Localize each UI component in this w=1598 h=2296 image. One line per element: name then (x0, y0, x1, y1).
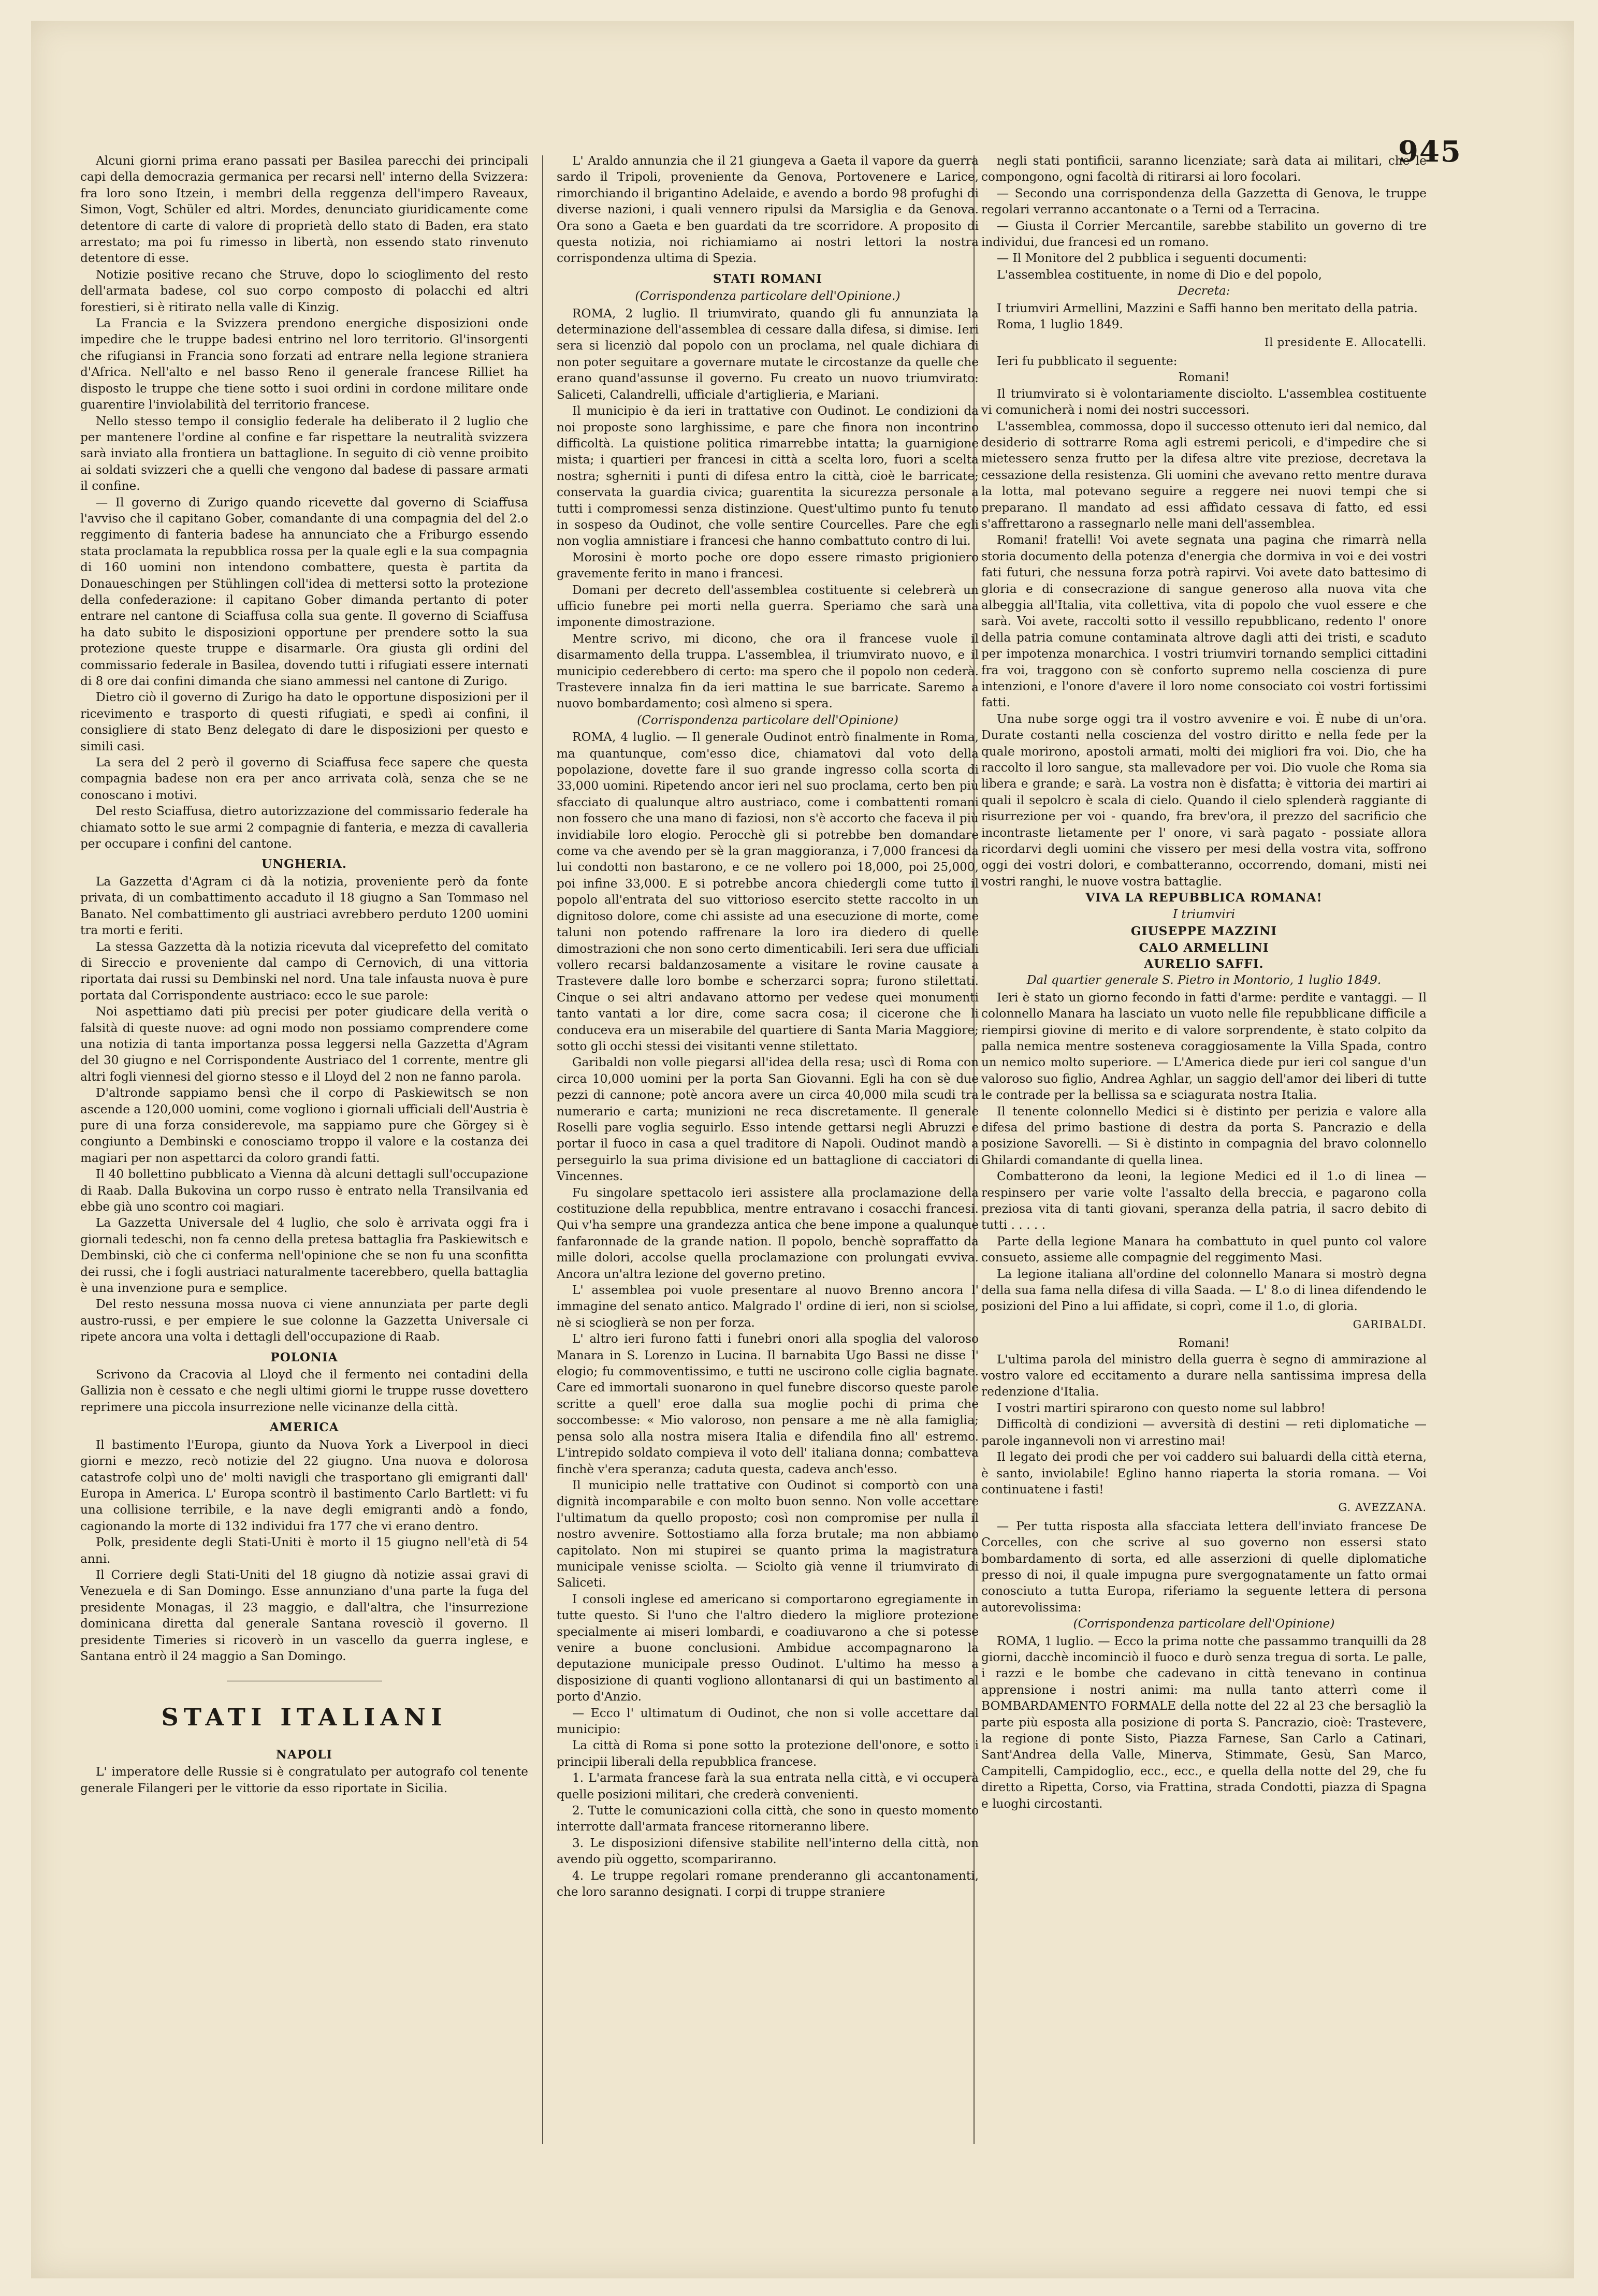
divider (227, 1680, 382, 1681)
paragraph: Parte della legione Manara ha combattuto in quel punto col valore consueto, assieme alle compagnie del reggimento Masi. (981, 1234, 1427, 1265)
paragraph: negli stati pontificii, saranno licenziate; sarà data ai militari, che le compongono, ogni facoltà di ritirarsi ai loro focolari. (981, 154, 1427, 184)
paragraph: I triumviri Armellini, Mazzini e Saffi hanno ben meritato della patria. (997, 301, 1418, 315)
column-1 (80, 153, 528, 2198)
paragraph: Dietro ciò il governo di Zurigo ha dato le opportune disposizioni per il ricevimento e trasporto di questi rifugiati, e spedì ai confini, il consigliere di stato Benz delegato di dare le disposizioni per questo e simili casi. (80, 690, 528, 753)
paragraph: — Giusta il Corrier Mercantile, sarebbe stabilito un governo di tre individui, due francesi ed un romano. (981, 219, 1427, 250)
paragraph: Nello stesso tempo il consiglio federale ha deliberato il 2 luglio che per mantenere l'ordine al confine e far rispettare la neutralità svizzera sarà inviato alla frontiera un battaglione. In seguito di ciò venne proibito ai soldati svizzeri che a quelli che vengono dal badese di passare armati il confine. (80, 414, 528, 493)
paragraph: D'altronde sappiamo bensì che il corpo di Paskiewitsch se non ascende a 120,000 uomini, come vogliono i giornali ufficiali dell'Austria è pure di una forza considerevole, ma sappiamo pure che Görgey si è congiunto a Dembinski e conosciamo troppo il valore e la costanza dei magiari per non aspettarci da coloro grandi fatti. (80, 1086, 528, 1165)
dateline: Dal quartier generale S. Pietro in Montorio, 1 luglio 1849. (1026, 973, 1382, 987)
paragraph: L' assemblea poi vuole presentare al nuovo Brenno ancora l' immagine del senato antico. Malgrado l' ordine di ieri, non si sciolse, nè si scioglierà se non per forza. (557, 1283, 979, 1330)
page-number: 945 (1398, 135, 1462, 169)
paragraph: La sera del 2 però il governo di Sciaffusa fece sapere che questa compagnia badese non era per anco arrivata colà, senza che se ne conoscano i motivi. (80, 755, 528, 802)
column-rule (542, 155, 543, 2144)
paragraph: L' Araldo annunzia che il 21 giungeva a Gaeta il vapore da guerra sardo il Tripoli, proveniente da Genova, Portovenere e Larice, rimorchiando il brigantino Adelaide, e avendo a bordo 98 profughi di diverse nazioni, i quali vennero ripulsi da Marsiglia e da Genova. Ora sono a Gaeta e ben guardati da tre scorridore. A proposito di questa notizia, noi richiamiamo ai nostri lettori la nostra corrispondenza ultima di Spezia. (557, 154, 979, 266)
paragraph: L'ultima parola del ministro della guerra è segno di ammirazione al vostro valore ed eccitamento a durare nella santissima impresa della redenzione d'Italia. (981, 1352, 1427, 1399)
paragraph: 1. L'armata francese farà la sua entrata nella città, e vi occuperà quelle posizioni militari, che crederà convenienti. (557, 1771, 979, 1801)
signatories-heading: I triumviri (1172, 907, 1236, 921)
paragraph: La città di Roma si pone sotto la protezione dell'onore, e sotto i principii liberali della repubblica francese. (557, 1738, 979, 1769)
signatory-name: AURELIO SAFFI. (1144, 956, 1264, 971)
paragraph: Domani per decreto dell'assemblea costituente si celebrerà un ufficio funebre pei morti nella guerra. Speriamo che sarà una imponente dimostrazione. (557, 583, 979, 630)
paragraph: L' altro ieri furono fatti i funebri onori alla spoglia del valoroso Manara in S. Lorenzo in Lucina. Il barnabita Ugo Bassi ne disse l' elogio; fu commoventissimo, e tutti ne uscirono colle ciglia bagnate. Care ed immortali suonarono in quel funebre discorso queste parole scritte a quell' eroe dalla sua moglie pochi di prima che soccombesse: « Mio valoroso, non pensare a me nè alla famiglia; pensa solo alla nostra misera Italia e difendila fino all' estremo. L'intrepido soldato compieva il voto dell' italiana donna; combatteva finchè v'era speranza; caduta questa, cadeva anch'esso. (557, 1332, 979, 1476)
paragraph: Il legato dei prodi che per voi caddero sui baluardi della città eterna, è santo, inviolabile! Eglino hanno riaperta la storia romana. — Voi continuatene i fasti! (981, 1450, 1427, 1496)
paragraph: Combatterono da leoni, la legione Medici ed il 1.o di linea — respinsero per varie volte l'assalto della breccia, e pagarono colla preziosa vita di tanti giovani, speranza della patria, il sacro debito di tutti . . . . . (981, 1169, 1427, 1232)
paragraph: I vostri martiri spirarono con questo nome sul labbro! (997, 1401, 1326, 1415)
newspaper-page (31, 21, 1574, 2278)
signatory-name: CALO ARMELLINI (1139, 940, 1269, 955)
section-heading-ungheria: UNGHERIA. (262, 857, 347, 871)
paragraph: Garibaldi non volle piegarsi all'idea della resa; uscì di Roma con circa 10,000 uomini per la porta San Giovanni. Egli ha con sè due pezzi di cannone; potè ancora avere un circa 40,000 mila scudi tra numerario e carta; munizioni ne reca discretamente. Il generale Roselli pare voglia seguirlo. Esso intende gettarsi negli Abruzzi e portar il fuoco in casa a quel traditore di Napoli. Oudinot mandò a perseguirlo la sua prima divisione ed un battaglione di cacciatori di Vincennes. (557, 1055, 979, 1184)
paragraph: Ieri fu pubblicato il seguente: (997, 354, 1178, 368)
paragraph: Il tenente colonnello Medici si è distinto per perizia e valore alla difesa del primo bastione di destra da porta S. Pancrazio e della posizione Savorelli. — Si è distinto in compagnia del bravo colonnello Ghilardi comandante di quella linea. (981, 1104, 1427, 1167)
paragraph: Difficoltà di condizioni — avversità di destini — reti diplomatiche — parole ingannevoli non vi arrestino mai! (981, 1417, 1427, 1448)
signature: Il presidente E. Allocatelli. (1265, 336, 1427, 349)
paragraph: Il municipio nelle trattative con Oudinot si comportò con una dignità incomparabile e con molto buon senno. Non volle accettare l'ultimatum da quello proposto; così non compromise per nulla il nostro avvenire. Sottostiamo alla forza brutale; ma non abbiamo capitolato. Non mi stupirei se quanto prima la magistratura municipale venisse sciolta. — Sciolto già venne il triumvirato di Saliceti. (557, 1478, 979, 1590)
paragraph: Mentre scrivo, mi dicono, che ora il francese vuole il disarmamento della truppa. L'assemblea, il triumvirato nuovo, e il municipio cederebbero di certo: ma spero che il popolo non cederà. Trastevere innalza fin da ieri mattina le sue barricate. Saremo a nuovo bombardamento; così almeno si spera. (557, 631, 979, 711)
paragraph: — Ecco l' ultimatum di Oudinot, che non si volle accettare dal municipio: (557, 1706, 979, 1736)
correspondence-line: (Corrispondenza particolare dell'Opinione.) (635, 289, 900, 303)
paragraph: Una nube sorge oggi tra il vostro avvenire e voi. È nube di un'ora. Durate costanti nella coscienza del vostro diritto e nella fede per la quale morirono, apostoli armati, molti dei migliori fra voi. Dio, che ha raccolto il loro sangue, sta mallevadore per voi. Dio vuole che Roma sia libera e grande; e sarà. La vostra non è disfatta; è vittoria dei martiri ai quali il sepolcro è scala di cielo. Quando il cielo splenderà raggiante di risurrezione per voi - quando, fra brev'ora, il prezzo del sacrificio che incontraste lietamente per l' onore, vi sarà pagato - possiate allora ricordarvi degli uomini che vissero per mesi della vostra vita, soffrono oggi dei vostri dolori, e combatteranno, occorrendo, domani, misti nei vostri ranghi, le nuove vostra battaglie. (981, 711, 1427, 889)
paragraph: L'assemblea, commossa, dopo il successo ottenuto ieri dal nemico, dal desiderio di sottrarre Roma agli estremi pericoli, e d'impedire che si mietessero senza frutto per la difesa altre vite preziose, decretava la cessazione della resistenza. Gli uomini che avevano retto mentre durava la lotta, mal potevano seguire a reggere nei nuovi tempi che si preparano. Il mandato ad essi affidato cessava di fatto, ed essi s'affrettarono a rassegnarlo nelle mani dell'assemblea. (981, 419, 1427, 531)
paragraph: ROMA, 1 luglio. — Ecco la prima notte che passammo tranquilli da 28 giorni, dacchè incominciò il fuoco e durò senza tregua di sorta. Le palle, i razzi e le bombe che cadevano in città tenevano in continua apprensione i nostri animi: ma nulla tanto atterrì come il BOMBARDAMENTO FORMALE della notte del 22 al 23 che bersagliò la parte più esposta alla posizione di porta S. Pancrazio, cioè: Trastevere, la regione di ponte Sisto, Piazza Farnese, San Carlo a Catinari, Sant'Andrea della Valle, Minerva, Stimmate, Gesù, San Marco, Campitelli, Campidoglio, ecc., ecc., e quella della notte del 29, che fu diretto a Ripetta, Corso, via Frattina, strada Condotti, piazza di Spagna e luoghi circostanti. (981, 1634, 1427, 1811)
paragraph: Romani! fratelli! Voi avete segnata una pagina che rimarrà nella storia documento della potenza d'energia che dormiva in voi e dei vostri fati futuri, che nessuna forza potrà rapirvi. Voi avete dato battesimo di gloria e di consecrazione di sangue generoso alla nuova vita che albeggia all'Italia, vita collettiva, vita di popolo che vuol essere e che sarà. Voi avete, raccolti sotto il vessillo repubblicano, redento l' onore della patria comune contaminata altrove dagli atti dei tristi, e scaduto per impotenza monarchica. I vostri triumviri tornando semplici cittadini fra voi, traggono con sè conforto supremo nella coscienza di pure intenzioni, e l'onore d'avere il loro nome consociato coi vostri fortissimi fatti. (981, 533, 1427, 710)
paragraph: Il municipio è da ieri in trattative con Oudinot. Le condizioni da noi proposte sono larghissime, e pare che finora non incontrino difficoltà. La quistione politica rimarrebbe intatta; la guarnigione mista; i quartieri per francesi in città a scelta loro, fuori a scelta nostra; sgherniti i punti di difesa entro la città, cioè le barricate; conservata la guardia civica; guarentita la sicurezza personale a tutti i compromessi senza distinzione. Quest'ultimo punto fu tenuto in sospeso da Oudinot, che volle sentire Courcelles. Pare che egli non voglia amnistiare i francesi che hanno combattuto contro di lui. (557, 404, 979, 548)
paragraph: Noi aspettiamo dati più precisi per poter giudicare della verità o falsità di queste nuove: ad ogni modo non possiamo comprendere come una notizia di tanta importanza possa leggersi nella Gazzetta d'Agram del 30 giugno e nel Corrispondente Austriaco del 1 corrente, mentre gli altri fogli viennesi del giorno stesso e il Lloyd del 2 non ne fanno parola. (80, 1005, 528, 1084)
paragraph: Notizie positive recano che Struve, dopo lo scioglimento del resto dell'armata badese, col suo corpo composto di polacchi ed altri forestieri, si è ritirato nella valle di Kinzig. (80, 267, 528, 314)
address-line: Romani! (1178, 1336, 1230, 1350)
paragraph: Polk, presidente degli Stati-Uniti è morto il 15 giugno nell'età di 54 anni. (80, 1535, 528, 1566)
signature: G. AVEZZANA. (1338, 1501, 1427, 1514)
section-heading-polonia: POLONIA (270, 1350, 338, 1364)
paragraph: — Il Monitore del 2 pubblica i seguenti documenti: (997, 251, 1307, 266)
column-2 (557, 153, 979, 2198)
paragraph: Ieri è stato un giorno fecondo in fatti d'arme: perdite e vantaggi. — Il colonnello Manara ha lasciato un vuoto nelle file repubblicane difficile a riempirsi giovine di merito e di valore sorprendente, è stato colpito da palla nemica mentre sosteneva coraggiosamente la Villa Spada, contro un nemico molto superiore. — L'America diede pur ieri col sangue d'un valoroso suo figlio, Andrea Aghlar, un saggio dell'amor dei liberi di tutte le contrade per la bellissa sa e sciagurata nostra Italia. (981, 990, 1427, 1102)
paragraph: Il 40 bollettino pubblicato a Vienna dà alcuni dettagli sull'occupazione di Raab. Dalla Bukovina un corpo russo è entrato nella Transilvania ed ebbe già uno scontro coi magiari. (80, 1167, 528, 1214)
paragraph: I consoli inglese ed americano si comportarono egregiamente in tutte questo. Si l'uno che l'altro diedero la migliore protezione specialmente ai miseri lombardi, e coadiuvarono a che si potesse venire a buone conclusioni. Ambidue accompagnarono la deputazione municipale presso Oudinot. L'ultimo ha messo a disposizione di quanti vogliono allontanarsi di qui un bastimento al porto d'Anzio. (557, 1592, 979, 1704)
paragraph: Il Corriere degli Stati-Uniti del 18 giugno dà notizie assai gravi di Venezuela e di San Domingo. Esse annunziano d'una parte la fuga del presidente Monagas, il 23 maggio, e dall'altra, che l'insurrezione dominicana diretta dal generale Santana rovesciò il governo. Il presidente Timeries si ricoverò in un vascello da guerra inglese, e Santana entrò il 24 maggio a San Domingo. (80, 1567, 528, 1663)
paragraph: Del resto nessuna mossa nuova ci viene annunziata per parte degli austro-russi, e per empiere le sue colonne la Gazzetta Universale ci ripete ancora una volta i dettagli dell'occupazione di Raab. (80, 1297, 528, 1344)
paragraph: L' imperatore delle Russie si è congratulato per autografo col tenente generale Filangeri per le vittorie da esso riportate in Sicilia. (80, 1765, 528, 1795)
correspondence-line: (Corrispondenza particolare dell'Opinione) (1073, 1617, 1335, 1631)
section-title-stati-italiani: STATI ITALIANI (161, 1703, 447, 1732)
decree-line: Decreta: (1178, 284, 1230, 298)
paragraph: 4. Le truppe regolari romane prenderanno gli accantonamenti, che loro saranno designati. I corpi di truppe straniere (557, 1868, 979, 1899)
paragraph: Scrivono da Cracovia al Lloyd che il fermento nei contadini della Gallizia non è cessato e che negli ultimi giorni le truppe russe dovettero reprimere una piccola insurrezione nelle vicinanze della città. (80, 1368, 528, 1414)
paragraph: La Gazzetta Universale del 4 luglio, che solo è arrivata oggi fra i giornali tedeschi, non fa cenno della pretesa battaglia fra Paskiewitsch e Dembinski, ciò che ci conferma nell'opinione che se non fu una sconfitta dei russi, che i fogli austriaci naturalmente tacerebbero, quella battaglia è una invenzione pura e semplice. (80, 1216, 528, 1296)
signature: GARIBALDI. (1353, 1318, 1427, 1331)
paragraph: ROMA, 4 luglio. — Il generale Oudinot entrò finalmente in Roma, ma quantunque, com'esso dice, chiamatovi dal voto della popolazione, dovette fare il suo grande ingresso colla scorta di 33,000 uomini. Ripetendo ancor ieri nel suo proclama, certo ben più sfacciato di qualunque altro austriaco, come i combattenti romani non fossero che una mano di faziosi, non s'è accorto che faceva il più invidiabile loro elogio. Perocchè gli si potrebbe ben domandare come va che avendo per sè la gran maggioranza, i 7,000 francesi da lui condotti non bastarono, e ce ne vollero poi 18,000, poi 25,000, poi infine 33,000. E si potrebbe ancora chiedergli come tutto il popolo all'entrata del suo vittorioso esercito stette raccolto in un dignitoso dolore, come chi assiste ad una esecuzione di morte, come taluni non potendo raffrenare la loro ira diedero di quelle dimostrazioni che non sono certo dimenticabili. Ieri sera due ufficiali vollero recarsi baldanzosamente a visitare le rovine causate a Trastevere dalle loro bombe e scherzarci sopra; furono stilettati. Cinque o sei altri andavano attorno per vedese quei monumenti tanto vantati a lor dire, come sacra cosa; il cicerone che li conduceva era un miserabile del quartiere di Santa Maria Maggiore; sotto gli occhi stessi dei visitanti venne stilettato. (557, 730, 979, 1053)
paragraph: — Secondo una corrispondenza della Gazzetta di Genova, le truppe regolari verranno accantonate o a Terni od a Terracina. (981, 186, 1427, 217)
correspondence-line: (Corrispondenza particolare dell'Opinione) (637, 713, 898, 727)
paragraph: ROMA, 2 luglio. Il triumvirato, quando gli fu annunziata la determinazione dell'assemblea di cessare dalla difesa, si dimise. Ieri sera si licenziò dal popolo con un proclama, nel quale dichiara di non poter seguitare a governare mutate le circostanze da quelle che erano quand'assunse il governo. Fu creato un nuovo triumvirato: Saliceti, Calandrelli, ufficiale d'artiglieria, e Mariani. (557, 306, 979, 402)
paragraph: Fu singolare spettacolo ieri assistere alla proclamazione della costituzione della repubblica, mentre entravano i cosacchi francesi. Qui v'ha sempre una grandezza antica che bene impone a qualunque fanfaronnade de la grande nation. Il popolo, benchè sopraffatto da mille dolori, accolse quella proclamazione con prolungati evviva. Ancora un'altra lezione del governo pretino. (557, 1185, 979, 1281)
proclamation-motto: VIVA LA REPUBBLICA ROMANA! (1085, 891, 1323, 905)
address-line: Romani! (1178, 370, 1230, 385)
paragraph: Il triumvirato si è volontariamente disciolto. L'assemblea costituente vi comunicherà i nomi dei nostri successori. (981, 386, 1427, 417)
paragraph: Morosini è morto poche ore dopo essere rimasto prigioniero gravemente ferito in mano i francesi. (557, 550, 979, 581)
paragraph: — Per tutta risposta alla sfacciata lettera dell'inviato francese De Corcelles, con che scrive al suo governo non essersi stato bombardamento di sorta, ed alle asserzioni di quelle diplomatiche presso di noi, il quale impugna pure svergognatamente un fatto ormai conosciuto a tutta Europa, riferiamo la seguente lettera di persona autorevolissima: (981, 1519, 1427, 1615)
section-heading-america: AMERICA (269, 1420, 339, 1435)
column-3 (981, 153, 1427, 2198)
paragraph: 3. Le disposizioni difensive stabilite nell'interno della città, non avendo più oggetto, scompariranno. (557, 1836, 979, 1867)
paragraph: Il bastimento l'Europa, giunto da Nuova York a Liverpool in dieci giorni e mezzo, recò notizie del 22 giugno. Una nuova e dolorosa catastrofe colpì uno de' molti navigli che trasportano gli emigranti dall' Europa in America. L' Europa scontrò il bastimento Carlo Bartlett: vi fu una collisione terribile, e la nave degli emigranti andò a fondo, cagionando la morte di 132 individui fra 177 che vi erano dentro. (80, 1437, 528, 1533)
paragraph: La Gazzetta d'Agram ci dà la notizia, proveniente però da fonte privata, di un combattimento accaduto il 18 giugno a San Tommaso nel Banato. Nel combattimento gli austriaci avrebbero perduto 1200 uomini tra morti e feriti. (80, 874, 528, 938)
paragraph: — Il governo di Zurigo quando ricevette dal governo di Sciaffusa l'avviso che il capitano Gober, comandante di una compagnia del del 2.o reggimento di fanteria badese ha annunciato che a Friburgo essendo stata proclamata la repubblica rossa per la quale egli e la sua compagnia di 160 uomini non intendono combattere, questa è partita da Donaueschingen per Stühlingen coll'idea di mettersi sotto la protezione della confederazione: il capitano Gober dimanda pertanto di poter entrare nel cantone di Sciaffusa colla sua gente. Il governo di Sciaffusa ha dato subito le disposizioni opportune per prendere sotto la sua protezione queste truppe e disarmarle. Ora giusta gli ordini del commissario federale in Basilea, dovendo tutti i rifugiati essere internati di 8 ore dai confini dimanda che siano ammessi nel cantone di Zurigo. (80, 495, 528, 688)
paragraph: Alcuni giorni prima erano passati per Basilea parecchi dei principali capi della democrazia germanica per recarsi nell' interno della Svizzera: fra loro sono Itzein, i membri della reggenza dell'impero Raveaux, Simon, Vogt, Schüler ed altri. Mordes, denunciato giuridicamente come detentore di carte di valore di proprietà dello stato di Baden, era stato arrestato; ma poi fu rimesso in libertà, non essendo stato rinvenuto detentore di esse. (80, 154, 528, 266)
section-heading-napoli: NAPOLI (275, 1747, 333, 1762)
paragraph: Del resto Sciaffusa, dietro autorizzazione del commissario federale ha chiamato sotto le sue armi 2 compagnie di fanteria, e mezza di cavalleria per occupare i confini del cantone. (80, 804, 528, 851)
paragraph: La Francia e la Svizzera prendono energiche disposizioni onde impedire che le truppe badesi entrino nel loro territorio. Gl'insorgenti che rifugiansi in Francia sono forzati ad entrare nella legione straniera d'Africa. Nell'alto e nel basso Reno il generale francese Rilliet ha disposto le truppe che tiene sotto i suoi ordini in cordone militare onde guarentire l'inviolabilità del territorio francese. (80, 316, 528, 412)
paragraph: L'assemblea costituente, in nome di Dio e del popolo, (997, 267, 1323, 282)
signatory-name: GIUSEPPE MAZZINI (1130, 924, 1277, 939)
dateline: Roma, 1 luglio 1849. (997, 317, 1123, 332)
section-heading-stati-romani: STATI ROMANI (713, 271, 823, 286)
paragraph: 2. Tutte le comunicazioni colla città, che sono in questo momento interrotte dall'armata francese ritorneranno libere. (557, 1804, 979, 1834)
paragraph: La stessa Gazzetta dà la notizia ricevuta dal viceprefetto del comitato di Sireccio e proveniente dal campo di Cernovich, di una vittoria riportata dai russi su Dembinski nel nord. Una tale infausta nuova è pure portata dal Corrispondente austriaco: ecco le sue parole: (80, 939, 528, 1002)
paragraph: La legione italiana all'ordine del colonnello Manara si mostrò degna della sua fama nella difesa di villa Saada. — L' 8.o di linea difendendo le posizioni del Pino a lui affidate, si coprì, come il 1.o, di gloria. (981, 1267, 1427, 1314)
